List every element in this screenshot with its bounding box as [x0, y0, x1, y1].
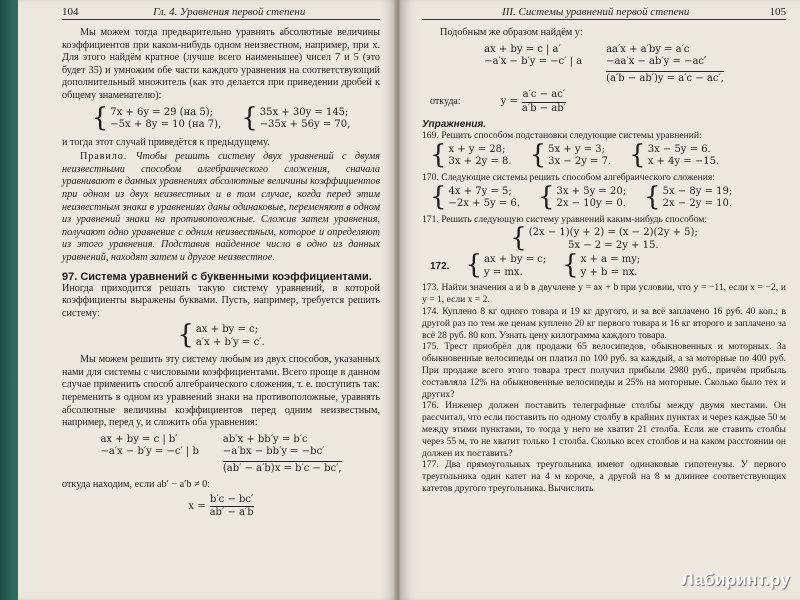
exercise-174: 174. Куплено 8 кг одного товара и 19 кг другого, и за всё заплачено 16 руб. 40 коп.; в другой раз по тем же ценам куплено 20 кг первого товара и 16 кг второго и заплачено за всё 28 руб. 80 коп. Узнать цену килограмма каждого товара.	[422, 306, 786, 341]
right-running-header	[422, 6, 786, 20]
elim-result: (ab′ − a′b)x = b′c − bc′,	[222, 462, 342, 474]
paragraph-lcm: Мы можем тогда предварительно уравнять абсолютные величины коэффициентов при каком-нибудь одном неизвестном, например, при x. Для этого найдём кратное (лучше всего наименьшее) чисел 7 и 5 (это будет 35) и умножим обе части каждого уравнения на соответствующий дополнительный множитель (как это делается при приведении дробей к общему знаменателю):	[62, 27, 380, 101]
system-line: 7x + 6y = 29 (на 5);	[110, 106, 214, 118]
system-172a: { ax + by = c; y = mx.	[465, 250, 547, 281]
exercise-176: 176. Инженер должен поставить телеграфные столбы между двумя местами. Он рассчитал, что если поставить по одному столбу в крайних пунктах и через каждые 50 м между этими пунктами, то тогда у него не хватит 21 столба. Если же ставить столбы через 55 м, то не хватит только 1 столба. Сколько всех столбов и на каком расстоянии он должен их поставить?	[422, 400, 786, 459]
y-equals: y =	[500, 95, 518, 107]
system-170c: { 5x − 8y = 19; 2x − 2y = 10.	[644, 181, 733, 212]
x-fraction	[210, 494, 254, 520]
exercise-172-label: 172.	[430, 260, 450, 272]
paragraph-condition: откуда находим, если ab′ − a′b ≠ 0:	[62, 479, 211, 491]
system-line: 5x + y = 3;	[548, 143, 605, 155]
elim-line: ax + by = c | a′	[484, 43, 561, 55]
system-172b: { x + a = my; y + b = nx.	[562, 250, 641, 281]
left-page	[18, 0, 396, 600]
system-line: 3x − 2y = 7.	[548, 156, 612, 168]
exercise-169-systems	[430, 139, 786, 170]
system-line: 2x − 10y = 0.	[556, 198, 626, 210]
system-line: 4x + 7y = 5;	[448, 185, 512, 197]
elimination-x	[62, 434, 380, 476]
left-running-header	[62, 6, 380, 20]
exercise-173: 173. Найти значения a и b в двучлене y = ax + b при условии, что y = −11, если x = −2, и y = 1, если x = 2.	[422, 282, 786, 306]
y-denominator: a′b − ab′	[521, 102, 566, 114]
page-number-right: 105	[769, 6, 786, 18]
system-line: y + b = nx.	[580, 266, 638, 278]
system-170a: { 4x + 7y = 5; −2x + 5y = 6.	[430, 181, 520, 212]
elim-line: −a′x − b′y = −c′ | a	[484, 56, 583, 68]
rule-label: Правило.	[80, 151, 128, 163]
exercise-169: 169. Решить способом подстановки следующие системы уравнений:	[422, 130, 702, 142]
system-line: −35x + 56y = 70,	[259, 119, 351, 131]
system-line: 5x − 2 = 2y + 15.	[568, 239, 659, 251]
system-line: ax + by = c;	[484, 254, 547, 266]
y-numerator: a′c − ac′	[522, 89, 566, 101]
elimination-left	[484, 44, 582, 86]
system-line: 3x + 2y = 8.	[448, 156, 512, 168]
elimination-left	[100, 434, 198, 476]
system-line: (2x − 1)(y + 2) = (x − 2)(2y + 5);	[528, 227, 698, 239]
elimination-y	[422, 44, 786, 86]
running-title-left: Гл. 4. Уравнения первой степени	[153, 6, 306, 18]
elim-result: (a′b − ab′)y = a′c − ac′,	[606, 72, 724, 84]
exercise-170-systems	[430, 181, 786, 212]
exercise-170: 170. Следующие системы решить способом алгебраического сложения:	[422, 171, 715, 183]
labirint-watermark-logo: Лабиринт.ру	[681, 570, 790, 589]
elim-line: −a′bx − bb′y = −bc′	[222, 446, 325, 458]
letter-system	[62, 320, 380, 351]
x-denominator: ab′ − a′b	[209, 507, 254, 519]
system-171: { (2x − 1)(y + 2) = (x − 2)(2y + 5); 5x − 2 = 2y + 15.	[510, 223, 698, 254]
system-line: −5x + 8y = 10 (на 7),	[110, 119, 222, 131]
rule-text: Чтобы решить систему двух уравнений с двумя неизвестными способом алгебраического сложения, сначала уравнивают в данных уравнениях абсолютные величины коэффициентов при одном из двух неизвестных и в том случае, когда перед этим неизвестным знаки в уравнениях даны одинаковые, переменяют в одном из уравнений знаки на противоположные. Сложив затем уравнения, получают одно уравнение с одним неизвестным, которое и определяют из этого уравнения. Подставив найденное число в одно из данных уравнений, находят затем и другое неизвестное.	[62, 151, 381, 263]
system-line: 5x − 8y = 19;	[662, 185, 733, 197]
system-169a: { x + y = 28; 3x + 2y = 8.	[430, 139, 512, 170]
x-numerator: b′c − bc′	[209, 493, 254, 505]
system-line: −2x + 5y = 6.	[448, 198, 520, 210]
system-line: x + 4y = −15.	[647, 156, 720, 168]
system-169c: { 3x − 5y = 6. x + 4y = −15.	[629, 139, 720, 170]
exercise-177: 177. Два прямоугольных треугольника имеют одинаковые гипотенузы. У первого треугольника один катет на 4 м короче, а другой на 8 м длиннее соответствующих катетов другого треугольника. Вычислить	[422, 459, 786, 495]
page-number-left: 104	[62, 6, 79, 18]
exercise-175: 175. Трест приобрёл для продажи 65 велосипедов, обыкновенных и моторных. За обыкновенные велосипеды он платил по 100 руб. за каждый, а за моторные по 400 руб. При продаже всего этого товара трест получил прибыли 2980 руб., причём прибыль составляла 12% на обыкновенные велосипеды и 25% на моторные. Сколько было тех и других?	[422, 341, 786, 400]
system-170b: { 3x + 5y = 20; 2x − 10y = 0.	[537, 181, 627, 212]
system-original: { 7x + 6y = 29 (на 5); −5x + 8y = 10 (на 7),	[91, 102, 222, 133]
system-line: 2x − 2y = 10.	[662, 198, 733, 210]
running-title-right: III. Системы уравнений первой степени	[502, 6, 690, 18]
system-line: ax + by = c;	[195, 324, 259, 336]
elim-line: aa′x + a′by = a′c	[606, 43, 690, 55]
system-line: x + a = my;	[580, 254, 641, 266]
elim-line: ax + by = c | b′	[100, 433, 178, 445]
system-line: y = mx.	[484, 266, 523, 278]
elimination-right	[223, 434, 342, 476]
paragraph-find-y: Подобным же образом найдём y:	[440, 27, 583, 38]
exercise-171-system	[422, 223, 786, 254]
paragraph-reduce: и тогда этот случай приведётся к предыдущему.	[62, 136, 270, 148]
system-line: x + y = 28;	[448, 143, 506, 155]
system-line: a′x + b′y = c′.	[195, 336, 265, 348]
system-169b: { 5x + y = 3; 3x − 2y = 7.	[529, 139, 612, 170]
elimination-right	[606, 44, 724, 86]
x-equals: x =	[188, 500, 206, 512]
elim-line: −aa′x − ab′y = −ac′	[606, 56, 707, 68]
section-heading-97: 97. Система уравнений с буквенными коэффициентами.	[62, 270, 372, 283]
exercise-172	[430, 250, 786, 281]
paragraph-letter-coeff: Иногда приходится решать такую систему уравнений, в которой коэффициенты выражены буквами. Пусть, например, требуется решить систему:	[62, 282, 380, 319]
letter-system-brace: { ax + by = c; a′x + b′y = c′.	[177, 320, 265, 351]
system-scaled: { 35x + 30y = 145; −35x + 56y = 70,	[241, 102, 351, 133]
elim-line: ab′x + bb′y = b′c	[222, 433, 308, 445]
whence-label: откуда:	[430, 95, 461, 107]
system-line: 35x + 30y = 145;	[259, 106, 349, 118]
system-line: 3x − 5y = 6.	[647, 143, 711, 155]
y-fraction	[522, 89, 566, 115]
exercise-171: 171. Решить следующую систему уравнений каким-нибудь способом:	[422, 213, 708, 225]
rule-block	[62, 151, 380, 264]
x-solution	[62, 494, 380, 520]
paragraph-method: Мы можем решить эту систему любым из двух способов, указанных нами для системы с числовыми коэффициентами. Всего проще в данном случае применить способ алгебраического сложения, т. е. поступить так: переменить в одном из уравнений знаки на противоположные, уравнять абсолютные величины коэффициентов перед одним неизвестным, например, перед y, и сложить оба уравнения:	[62, 354, 380, 429]
elim-line: −a′x − b′y = −c′ | b	[100, 446, 199, 458]
scaled-systems	[62, 102, 380, 133]
right-page	[400, 0, 800, 600]
exercises-heading: Упражнения.	[422, 119, 487, 131]
system-line: 3x + 5y = 20;	[556, 185, 627, 197]
y-solution	[501, 89, 566, 115]
y-solution-row	[430, 89, 786, 115]
